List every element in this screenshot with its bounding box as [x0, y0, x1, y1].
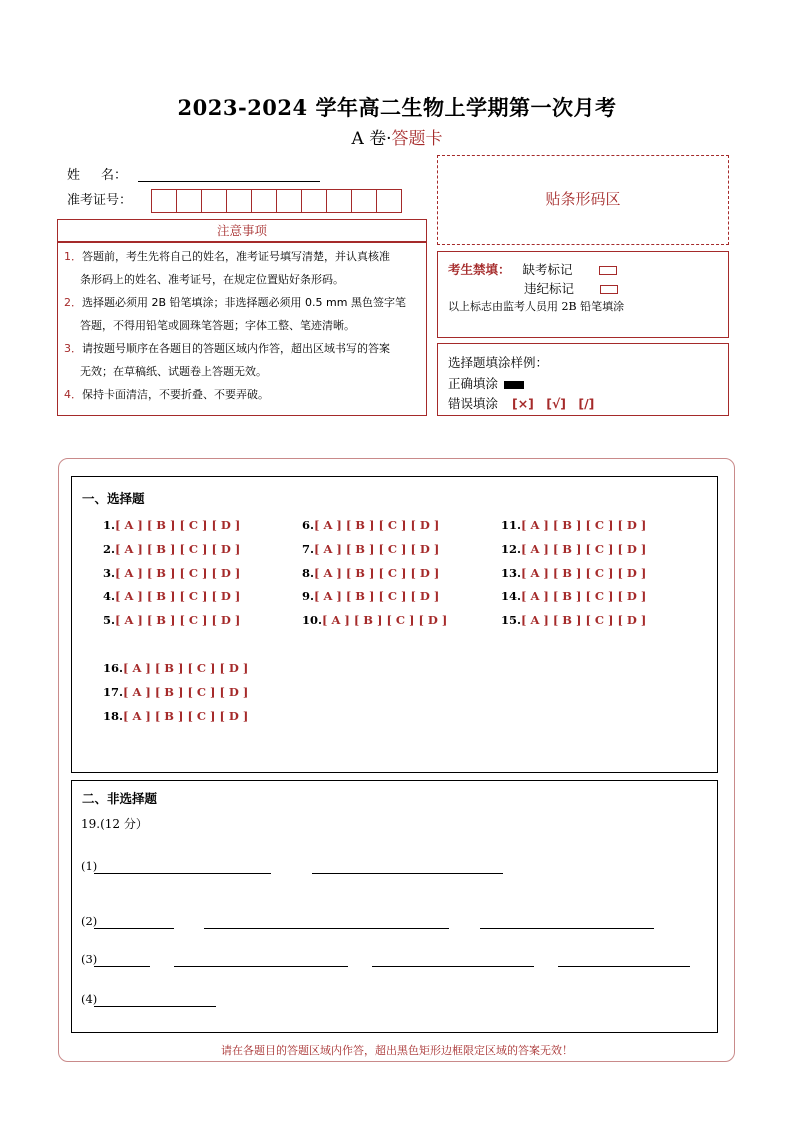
choice-question[interactable]: [501, 589, 646, 603]
question-number: 8.: [302, 565, 315, 580]
id-label: 准考证号：: [67, 193, 133, 208]
fill-sample-box: [437, 343, 729, 416]
answer-line[interactable]: [174, 966, 348, 967]
question-number: 4.: [103, 589, 116, 604]
answer-line[interactable]: [480, 928, 654, 929]
answer-options[interactable]: [ A ] [ B ] [ C ] [ D ]: [123, 708, 249, 723]
id-digit-box[interactable]: [326, 189, 352, 213]
question-number: 7.: [302, 541, 315, 556]
choice-question[interactable]: [501, 518, 646, 532]
question-number: 13.: [501, 565, 522, 580]
choice-question[interactable]: [103, 589, 240, 603]
choice-question[interactable]: [302, 566, 439, 580]
question-number: 11.: [501, 518, 522, 532]
answer-options[interactable]: [ A ] [ B ] [ C ] [ D ]: [115, 613, 241, 628]
question-number: 3.: [103, 565, 116, 580]
answer-options[interactable]: [ A ] [ B ] [ C ] [ D ]: [322, 613, 448, 628]
id-digit-box[interactable]: [251, 189, 277, 213]
notice-item: 3．请按题号顺序在各题目的答题区域内作答，超出区域书写的答案: [64, 342, 390, 355]
absent-mark-box[interactable]: [599, 266, 617, 275]
id-digit-box[interactable]: [376, 189, 402, 213]
name-label: 姓名：: [67, 168, 128, 183]
choice-question[interactable]: [501, 613, 646, 627]
answer-line[interactable]: [204, 928, 449, 929]
absent-label: 缺考标记: [522, 262, 573, 277]
choice-question[interactable]: [103, 661, 248, 675]
wrong-fill-label: 错误填涂: [448, 396, 499, 411]
choice-question[interactable]: [501, 542, 646, 556]
barcode-label: 贴条形码区: [545, 190, 621, 208]
choice-question[interactable]: [103, 566, 240, 580]
answer-options[interactable]: [ A ] [ B ] [ C ] [ D ]: [521, 589, 647, 604]
choice-question[interactable]: [103, 613, 240, 627]
answer-options[interactable]: [ A ] [ B ] [ C ] [ D ]: [115, 589, 241, 604]
correct-fill-label: 正确填涂: [448, 376, 499, 391]
part-3-label: (3): [81, 952, 98, 966]
notice-item: 2．选择题必须用 2B 铅笔填涂；非选择题必须用 0.5 mm 黑色签字笔: [64, 296, 406, 309]
answer-options[interactable]: [ A ] [ B ] [ C ] [ D ]: [123, 684, 249, 699]
question-number: 17.: [103, 684, 124, 699]
id-digit-box[interactable]: [351, 189, 377, 213]
id-digit-box[interactable]: [276, 189, 302, 213]
wrong-marks: [×] [√] [/]: [512, 396, 595, 411]
answer-line[interactable]: [312, 873, 503, 874]
answer-options[interactable]: [ A ] [ B ] [ C ] [ D ]: [314, 541, 440, 556]
answer-options[interactable]: [ A ] [ B ] [ C ] [ D ]: [314, 518, 440, 532]
question-number: 12.: [501, 541, 522, 556]
question-number: 15.: [501, 613, 522, 628]
answer-line[interactable]: [94, 1006, 216, 1007]
notice-list: [64, 245, 424, 406]
barcode-area[interactable]: [437, 155, 729, 245]
sample-title: 选择题填涂样例：: [448, 355, 549, 370]
notice-item: 1．答题前，考生先将自己的姓名，准考证号填写清楚，并认真核准: [64, 250, 390, 263]
violation-label: 违纪标记: [524, 281, 575, 296]
notice-item-cont: 答题，不得用铅笔或圆珠笔答题；字体工整、笔迹清晰。: [80, 319, 355, 332]
question-number: 18.: [103, 708, 124, 723]
part-4-label: (4): [81, 992, 98, 1006]
answer-line[interactable]: [372, 966, 534, 967]
choice-question[interactable]: [103, 542, 240, 556]
id-digit-box[interactable]: [151, 189, 177, 213]
choice-question[interactable]: [302, 542, 439, 556]
filled-mark-icon: [504, 381, 524, 389]
question-number: 5.: [103, 613, 116, 628]
question-number: 10.: [302, 613, 323, 628]
id-digit-box[interactable]: [176, 189, 202, 213]
answer-options[interactable]: [ A ] [ B ] [ C ] [ D ]: [521, 518, 647, 532]
question-number: 14.: [501, 589, 522, 604]
question-number: 16.: [103, 661, 124, 675]
question-number: 6.: [302, 518, 315, 532]
choice-question[interactable]: [302, 589, 439, 603]
question-number: 2.: [103, 541, 116, 556]
answer-options[interactable]: [ A ] [ B ] [ C ] [ D ]: [115, 541, 241, 556]
answer-options[interactable]: [ A ] [ B ] [ C ] [ D ]: [314, 589, 440, 604]
question-number: 1.: [103, 518, 116, 532]
section-choice-title: 一、选择题: [82, 491, 145, 506]
answer-options[interactable]: [ A ] [ B ] [ C ] [ D ]: [123, 661, 249, 675]
answer-options[interactable]: [ A ] [ B ] [ C ] [ D ]: [521, 541, 647, 556]
part-1-label: (1): [81, 859, 98, 873]
answer-line[interactable]: [94, 928, 174, 929]
notice-item: 4．保持卡面清洁，不要折叠、不要弄破。: [64, 388, 269, 401]
subtitle-card: 答题卡: [391, 129, 443, 149]
notice-item-cont: 无效；在草稿纸、试题卷上答题无效。: [80, 365, 267, 378]
part-2-label: (2): [81, 914, 98, 928]
choice-question[interactable]: [103, 709, 248, 723]
choice-question[interactable]: [302, 613, 447, 627]
choice-question[interactable]: [302, 518, 439, 532]
question-19-label: 19.(12 分）: [81, 817, 148, 831]
proctor-note: 以上标志由监考人员用 2B 铅笔填涂: [448, 300, 625, 313]
name-field[interactable]: [138, 181, 320, 182]
forbidden-label: 考生禁填：: [448, 262, 511, 277]
page-title: 2023-2024 学年高二生物上学期第一次月考: [177, 95, 617, 120]
page-subtitle: [0, 124, 794, 149]
violation-mark-box[interactable]: [600, 285, 618, 294]
answer-options[interactable]: [ A ] [ B ] [ C ] [ D ]: [115, 518, 241, 532]
proctor-marks-box: [437, 251, 729, 338]
answer-line[interactable]: [94, 966, 150, 967]
answer-line[interactable]: [94, 873, 271, 874]
footer-warning: 请在各题目的答题区域内作答，超出黑色矩形边框限定区域的答案无效！: [221, 1044, 573, 1057]
answer-options[interactable]: [ A ] [ B ] [ C ] [ D ]: [314, 565, 440, 580]
exam-id-boxes[interactable]: [151, 189, 421, 213]
section-nonchoice-title: 二、非选择题: [82, 791, 158, 806]
answer-line[interactable]: [558, 966, 690, 967]
answer-options[interactable]: [ A ] [ B ] [ C ] [ D ]: [521, 613, 647, 628]
id-digit-box[interactable]: [201, 189, 227, 213]
notice-item-cont: 条形码上的姓名、准考证号，在规定位置贴好条形码。: [80, 273, 344, 286]
choice-question[interactable]: [501, 566, 646, 580]
notice-box: [57, 242, 427, 416]
question-number: 9.: [302, 589, 315, 604]
id-digit-box[interactable]: [301, 189, 327, 213]
answer-options[interactable]: [ A ] [ B ] [ C ] [ D ]: [115, 565, 241, 580]
notice-title: 注意事项: [57, 219, 427, 242]
choice-question[interactable]: [103, 685, 248, 699]
id-digit-box[interactable]: [226, 189, 252, 213]
subtitle-volume: A 卷·: [351, 129, 392, 149]
answer-options[interactable]: [ A ] [ B ] [ C ] [ D ]: [521, 565, 647, 580]
section-nonchoice: [71, 780, 718, 1033]
choice-question[interactable]: [103, 518, 240, 532]
